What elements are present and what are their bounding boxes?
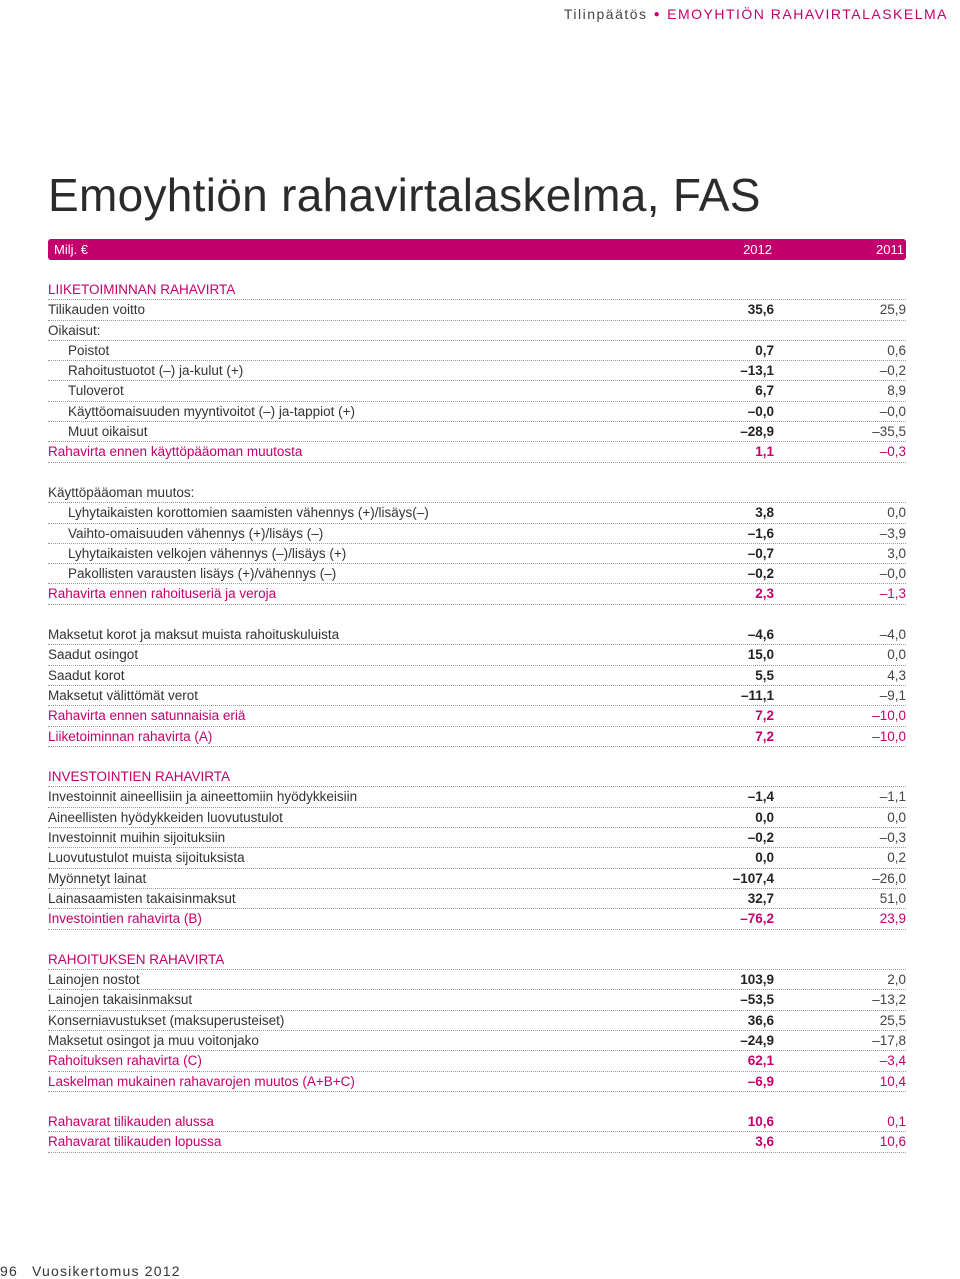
table-row bbox=[48, 869, 906, 889]
row-label: Pakollisten varausten lisäys (+)/vähennys (–) bbox=[68, 566, 337, 582]
row-label: Muut oikaisut bbox=[68, 424, 148, 440]
publication-name: Vuosikertomus 2012 bbox=[31, 1263, 181, 1279]
row-label: LIIKETOIMINNAN RAHAVIRTA bbox=[48, 282, 236, 297]
value-2011: 0,6 bbox=[887, 342, 906, 358]
row-label: Lainojen takaisinmaksut bbox=[48, 992, 193, 1008]
row-label: Rahavirta ennen rahoituseriä ja veroja bbox=[48, 586, 277, 602]
value-2011: 0,0 bbox=[887, 647, 906, 663]
unit-label: Milj. € bbox=[54, 242, 88, 257]
row-label: Poistot bbox=[68, 342, 110, 358]
row-label: Investoinnit aineellisiin ja aineettomiin hyödykkeisiin bbox=[48, 789, 358, 805]
value-2011: –3,4 bbox=[879, 1053, 906, 1069]
table-row bbox=[48, 483, 906, 503]
table-row bbox=[48, 381, 906, 401]
value-2012: 7,2 bbox=[755, 708, 774, 724]
value-2012: 103,9 bbox=[740, 972, 774, 988]
value-2011: –35,5 bbox=[872, 424, 906, 440]
spacer-row bbox=[48, 747, 906, 767]
value-2012: –24,9 bbox=[740, 1032, 774, 1048]
table-row bbox=[48, 848, 906, 868]
value-2012: –1,6 bbox=[747, 525, 774, 541]
header-section-label: EMOYHTIÖN RAHAVIRTALASKELMA bbox=[667, 6, 948, 22]
table-row bbox=[48, 503, 906, 523]
row-label: Rahavarat tilikauden lopussa bbox=[48, 1134, 222, 1150]
value-2011: –26,0 bbox=[872, 870, 906, 886]
table-row bbox=[48, 402, 906, 422]
value-2011: 0,1 bbox=[887, 1114, 906, 1130]
value-2011: –0,0 bbox=[879, 403, 906, 419]
table-row bbox=[48, 1031, 906, 1051]
table-row bbox=[48, 422, 906, 442]
value-2011: 10,4 bbox=[879, 1073, 906, 1089]
value-2012: –0,7 bbox=[747, 545, 774, 561]
value-2012: 3,8 bbox=[755, 505, 774, 521]
row-label: Oikaisut: bbox=[48, 322, 101, 338]
value-2011: –10,0 bbox=[872, 728, 906, 744]
running-header bbox=[564, 6, 948, 22]
value-2012: –76,2 bbox=[740, 911, 774, 927]
row-label: Lyhytaikaisten korottomien saamisten vähennys (+)/lisäys(–) bbox=[68, 505, 429, 521]
value-2011: 0,0 bbox=[887, 505, 906, 521]
value-2012: 5,5 bbox=[755, 667, 774, 683]
table-row bbox=[48, 990, 906, 1010]
value-2011: –1,3 bbox=[879, 586, 906, 602]
table-row bbox=[48, 564, 906, 584]
value-2011: –0,3 bbox=[879, 830, 906, 846]
row-label: Rahavirta ennen satunnaisia eriä bbox=[48, 708, 246, 724]
row-label: Investointien rahavirta (B) bbox=[48, 911, 202, 927]
value-2011: –0,3 bbox=[879, 444, 906, 460]
value-2012: –6,9 bbox=[747, 1073, 774, 1089]
row-label: Rahoitustuotot (–) ja-kulut (+) bbox=[68, 363, 244, 379]
table-row bbox=[48, 361, 906, 381]
table-row bbox=[48, 808, 906, 828]
header-doc-label: Tilinpäätös bbox=[563, 6, 648, 22]
value-2012: –11,1 bbox=[740, 687, 774, 703]
row-label: Maksetut korot ja maksut muista rahoituskuluista bbox=[48, 627, 340, 643]
spacer-row bbox=[48, 930, 906, 950]
value-2011: 0,0 bbox=[887, 809, 906, 825]
value-2012: 7,2 bbox=[755, 728, 774, 744]
row-label: Rahavirta ennen käyttöpääoman muutosta bbox=[48, 444, 303, 460]
row-label: Käyttöpääoman muutos: bbox=[48, 484, 195, 500]
page-title: Emoyhtiön rahavirtalaskelma, FAS bbox=[48, 169, 761, 221]
value-2012: 62,1 bbox=[747, 1053, 774, 1069]
row-label: Tilikauden voitto bbox=[48, 302, 146, 318]
row-label: Laskelman mukainen rahavarojen muutos (A+B+C) bbox=[48, 1073, 355, 1089]
row-label: Liiketoiminnan rahavirta (A) bbox=[48, 728, 213, 744]
value-2011: 8,9 bbox=[887, 383, 906, 399]
table-row bbox=[48, 1011, 906, 1031]
value-2012: –1,4 bbox=[747, 789, 774, 805]
page-footer bbox=[0, 1263, 181, 1279]
value-2011: –4,0 bbox=[879, 627, 906, 643]
subtotal-row bbox=[48, 442, 906, 462]
page-number: 96 bbox=[0, 1263, 18, 1279]
spacer-row bbox=[48, 605, 906, 625]
value-2012: 3,6 bbox=[755, 1134, 774, 1150]
row-label: RAHOITUKSEN RAHAVIRTA bbox=[48, 951, 225, 967]
row-label: Lyhytaikaisten velkojen vähennys (–)/lisäys (+) bbox=[68, 545, 347, 561]
value-2012: 2,3 bbox=[755, 586, 774, 602]
value-2011: –0,2 bbox=[879, 363, 906, 379]
table-row bbox=[48, 300, 906, 320]
row-label: Saadut korot bbox=[48, 667, 125, 683]
table-header-bar bbox=[48, 239, 906, 260]
value-2011: 2,0 bbox=[887, 972, 906, 988]
value-2011: 3,0 bbox=[887, 545, 906, 561]
table-row bbox=[48, 645, 906, 665]
value-2012: –4,6 bbox=[747, 627, 774, 643]
table-row bbox=[48, 544, 906, 564]
bullet-separator-icon: ● bbox=[653, 9, 662, 20]
value-2012: –13,1 bbox=[740, 363, 774, 379]
table-row bbox=[48, 341, 906, 361]
value-2012: 36,6 bbox=[747, 1012, 774, 1028]
subtotal-row bbox=[48, 909, 906, 929]
section-header-row bbox=[48, 280, 906, 300]
value-2012: 10,6 bbox=[747, 1114, 774, 1130]
subtotal-row bbox=[48, 1072, 906, 1092]
value-2012: –0,2 bbox=[747, 830, 774, 846]
spacer-row bbox=[48, 463, 906, 483]
value-2012: –0,2 bbox=[747, 566, 774, 582]
value-2011: 25,5 bbox=[879, 1012, 906, 1028]
row-label: Lainojen nostot bbox=[48, 972, 140, 988]
row-label: Konserniavustukset (maksuperusteiset) bbox=[48, 1012, 285, 1028]
value-2011: –10,0 bbox=[872, 708, 906, 724]
table-row bbox=[48, 625, 906, 645]
value-2012: 6,7 bbox=[755, 383, 774, 399]
cash-flow-table bbox=[48, 280, 906, 1153]
row-label: Tuloverot bbox=[68, 383, 124, 399]
value-2011: 23,9 bbox=[879, 911, 906, 927]
row-label: Maksetut osingot ja muu voitonjako bbox=[48, 1032, 259, 1048]
table-row bbox=[48, 828, 906, 848]
value-2011: –3,9 bbox=[879, 525, 906, 541]
row-label: Luovutustulot muista sijoituksista bbox=[48, 850, 245, 866]
value-2012: –53,5 bbox=[740, 992, 774, 1008]
row-label: Investoinnit muihin sijoituksiin bbox=[48, 830, 226, 846]
row-label: Käyttöomaisuuden myyntivoitot (–) ja-tappiot (+) bbox=[68, 403, 356, 419]
row-label: Vaihto-omaisuuden vähennys (+)/lisäys (–) bbox=[68, 525, 324, 541]
value-2011: 51,0 bbox=[879, 890, 906, 906]
value-2011: –1,1 bbox=[879, 789, 906, 805]
row-label: Rahavarat tilikauden alussa bbox=[48, 1114, 214, 1130]
value-2011: –9,1 bbox=[879, 687, 906, 703]
value-2011: 25,9 bbox=[879, 302, 906, 318]
column-header-2012: 2012 bbox=[743, 242, 772, 257]
value-2012: 35,6 bbox=[747, 302, 774, 318]
value-2011: 10,6 bbox=[879, 1134, 906, 1150]
section-header-row bbox=[48, 767, 906, 787]
subtotal-row bbox=[48, 1112, 906, 1132]
column-header-2011: 2011 bbox=[876, 242, 904, 257]
value-2011: –17,8 bbox=[872, 1032, 906, 1048]
value-2012: 15,0 bbox=[747, 647, 774, 663]
row-label: Myönnetyt lainat bbox=[48, 870, 147, 886]
row-label: Saadut osingot bbox=[48, 647, 139, 663]
value-2011: –0,0 bbox=[879, 566, 906, 582]
subtotal-row bbox=[48, 706, 906, 726]
row-label: Rahoituksen rahavirta (C) bbox=[48, 1053, 202, 1069]
value-2012: –28,9 bbox=[740, 424, 774, 440]
subtotal-row bbox=[48, 1051, 906, 1071]
subtotal-row bbox=[48, 727, 906, 747]
value-2012: –0,0 bbox=[747, 403, 774, 419]
table-row bbox=[48, 970, 906, 990]
value-2011: –13,2 bbox=[872, 992, 906, 1008]
table-row bbox=[48, 321, 906, 341]
subtotal-row bbox=[48, 1132, 906, 1152]
row-label: Lainasaamisten takaisinmaksut bbox=[48, 890, 236, 906]
value-2012: 0,7 bbox=[755, 342, 774, 358]
spacer-row bbox=[48, 1092, 906, 1112]
table-row bbox=[48, 686, 906, 706]
table-row bbox=[48, 666, 906, 686]
value-2012: –107,4 bbox=[732, 870, 774, 886]
row-label: Aineellisten hyödykkeiden luovutustulot bbox=[48, 809, 283, 825]
value-2012: 0,0 bbox=[755, 850, 774, 866]
table-row bbox=[48, 889, 906, 909]
table-row bbox=[48, 524, 906, 544]
value-2012: 0,0 bbox=[755, 809, 774, 825]
table-row bbox=[48, 787, 906, 807]
section-header-row bbox=[48, 950, 906, 970]
row-label: Maksetut välittömät verot bbox=[48, 687, 199, 703]
value-2011: 4,3 bbox=[887, 667, 906, 683]
subtotal-row bbox=[48, 584, 906, 604]
value-2011: 0,2 bbox=[887, 850, 906, 866]
value-2012: 1,1 bbox=[755, 444, 774, 460]
row-label: INVESTOINTIEN RAHAVIRTA bbox=[48, 769, 231, 785]
value-2012: 32,7 bbox=[747, 890, 774, 906]
